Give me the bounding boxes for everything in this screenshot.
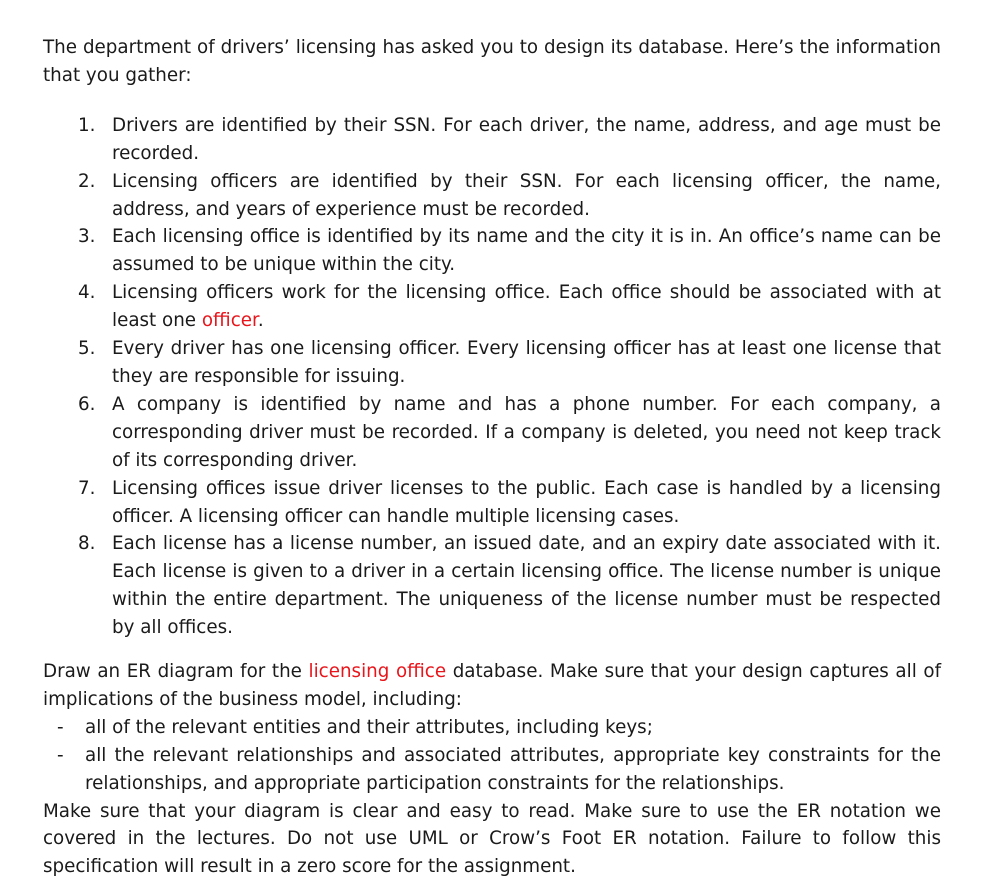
requirement-number: 1. — [78, 114, 96, 136]
requirement-item — [43, 168, 941, 224]
requirement-number: 7. — [78, 477, 96, 499]
requirements-bullets — [43, 714, 941, 798]
requirements-list — [43, 112, 941, 642]
closing-paragraph: Make sure that your diagram is clear and easy to read. Make sure to use the ER notation we covered in the lectures. Do not use UML or Crow’s Foot ER notation. Failure to follow this specification will result in a zero score for the assignment. — [43, 800, 941, 878]
requirement-text: Every driver has one licensing officer. Every licensing officer has at least one license that they are responsible for issuing. — [112, 338, 941, 387]
requirement-number: 4. — [78, 282, 96, 304]
requirement-item — [43, 223, 941, 279]
assignment-document — [43, 34, 941, 881]
requirement-number: 2. — [78, 170, 96, 192]
requirement-text: A company is identified by name and has a phone number. For each company, a corresponding driver must be recorded. If a company is deleted, you need not keep track of its corresponding driver. — [112, 393, 941, 471]
bullet-item — [43, 714, 941, 742]
intro-paragraph: The department of drivers’ licensing has asked you to design its database. Here’s the information that you gather: — [43, 37, 941, 86]
bullet-text: all the relevant relationships and associated attributes, appropriate key constraints for the relationships, and appropriate participation constraints for the relationships. — [85, 744, 941, 794]
requirement-number: 5. — [78, 338, 96, 360]
task-text-before: Draw an ER diagram for the — [43, 661, 309, 683]
requirement-item — [43, 475, 941, 531]
requirement-text: Licensing offices issue driver licenses to the public. Each case is handled by a licensing officer. A licensing officer can handle multiple licensing cases. — [112, 477, 941, 527]
requirement-number: 3. — [78, 226, 96, 248]
requirement-text: Drivers are identified by their SSN. For each driver, the name, address, and age must be recorded. — [112, 114, 941, 164]
task-text-after: database. Make sure that your design captures all of implications of the business model, including: — [43, 661, 942, 710]
requirement-number: 6. — [78, 393, 96, 415]
bullet-text: all of the relevant entities and their attributes, including keys; — [85, 716, 653, 738]
requirement-item — [43, 335, 941, 391]
dash-marker: - — [57, 744, 64, 766]
requirement-item — [43, 530, 941, 642]
requirement-item — [43, 279, 941, 335]
requirement-text: Each license has a license number, an issued date, and an expiry date associated with it. Each license is given to a driver in a certain licensing office. The license number is unique within the entire department. The uniqueness of the license number must be respected by all offices. — [112, 533, 941, 639]
requirement-text-tail: . — [257, 310, 264, 332]
requirement-text: Licensing officers work for the licensing office. Each office should be associated with at least one — [112, 282, 941, 332]
highlighted-term: licensing office — [308, 661, 447, 683]
task-paragraph — [43, 658, 941, 714]
requirement-text: Licensing officers are identified by their SSN. For each licensing officer, the name, address, and years of experience must be recorded. — [112, 170, 941, 220]
requirement-item — [43, 112, 941, 168]
highlighted-term: officer — [201, 310, 258, 332]
dash-marker: - — [57, 716, 64, 738]
bullet-item — [43, 742, 941, 798]
requirement-item — [43, 391, 941, 475]
requirement-number: 8. — [78, 533, 96, 555]
requirement-text: Each licensing office is identified by its name and the city it is in. An office’s name can be assumed to be unique within the city. — [112, 226, 941, 276]
